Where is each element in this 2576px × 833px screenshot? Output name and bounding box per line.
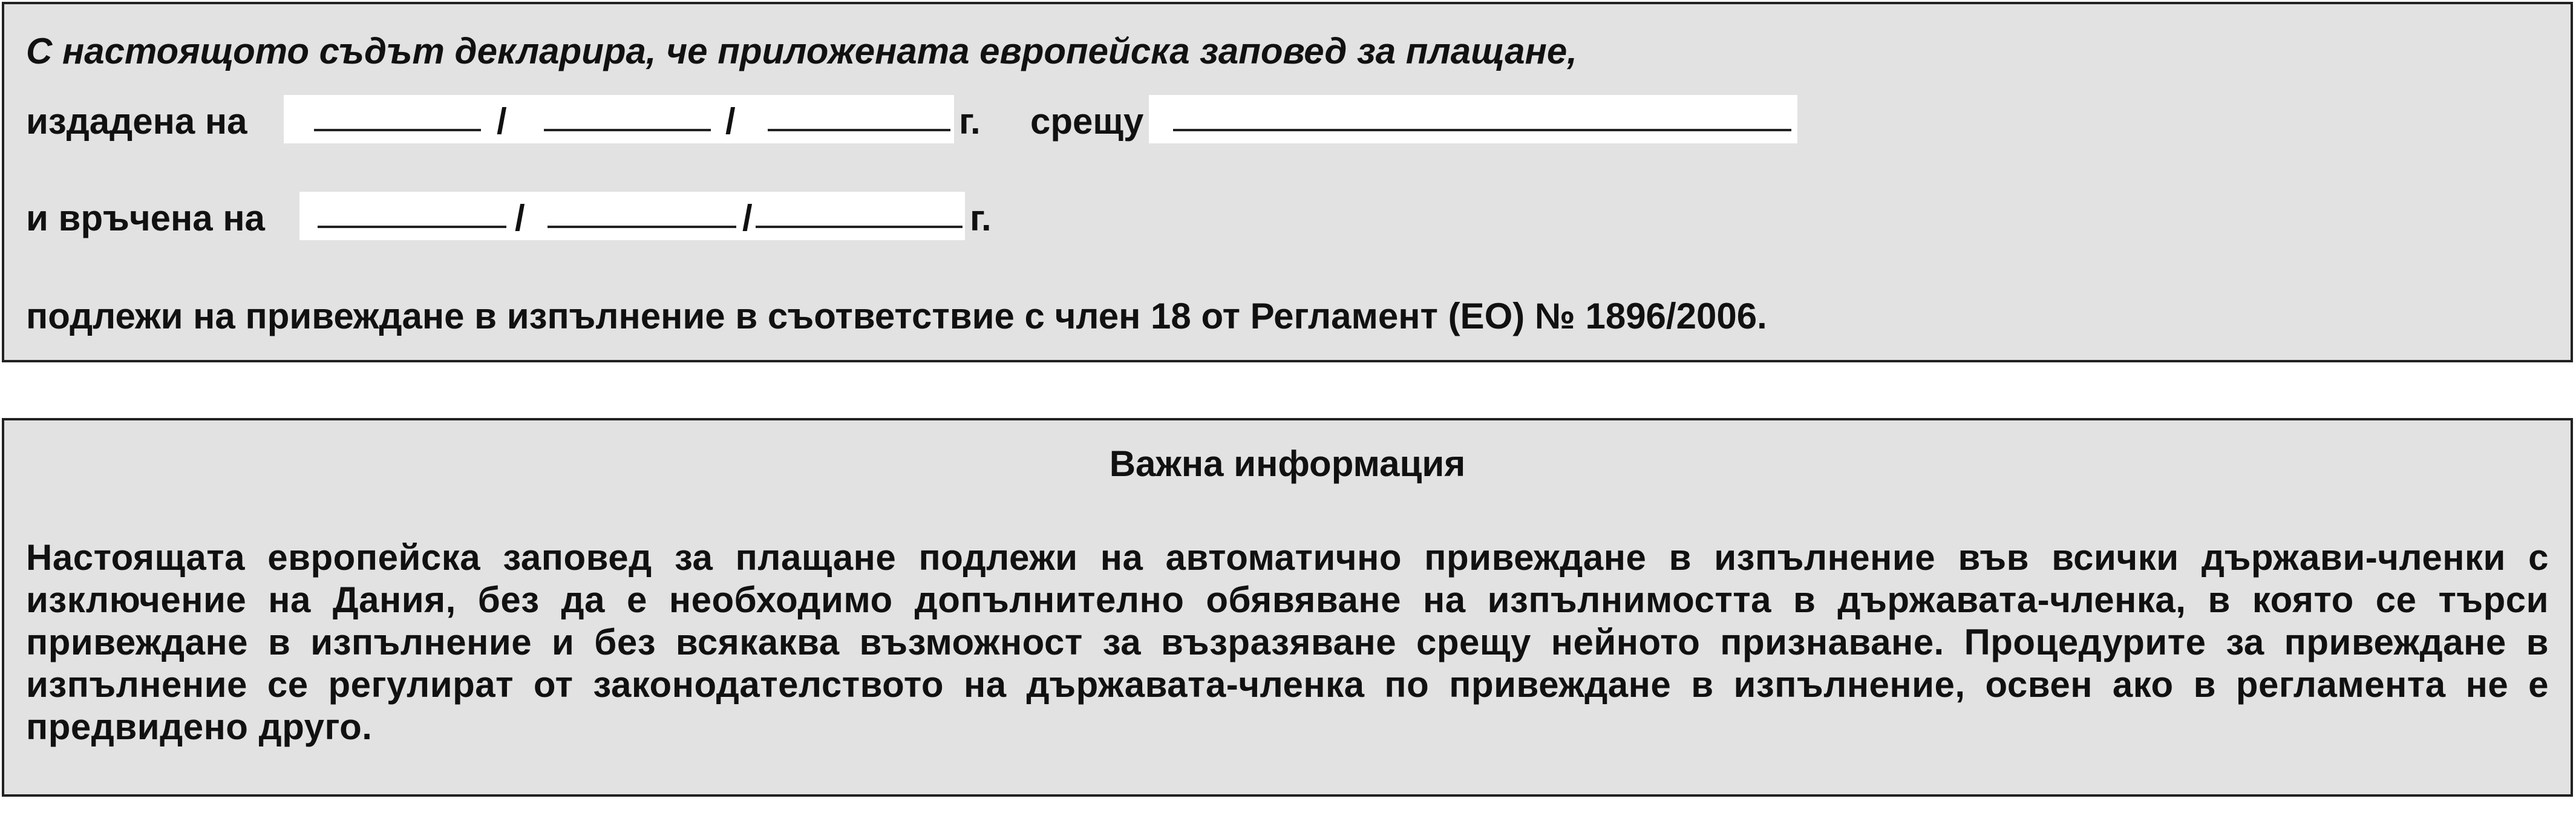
- against-label: срещу: [1030, 101, 1144, 142]
- served-label: и връчена на: [26, 198, 265, 238]
- year-suffix: г.: [959, 101, 981, 142]
- date-separator: /: [742, 198, 753, 238]
- date-separator: /: [725, 101, 736, 142]
- important-info-panel: [2, 418, 2573, 797]
- issue-date-field[interactable]: [284, 95, 954, 143]
- year-suffix: г.: [970, 198, 992, 238]
- enforceability-statement: подлежи на привеждане в изпълнение в съответствие с член 18 от Регламент (ЕО) № 1896/2006.: [26, 296, 1767, 336]
- against-party-field[interactable]: [1149, 95, 1797, 143]
- date-separator: /: [515, 198, 525, 238]
- issue-day-blank[interactable]: [314, 129, 481, 131]
- against-party-blank[interactable]: [1173, 129, 1791, 131]
- service-date-field[interactable]: [299, 192, 965, 240]
- service-month-blank[interactable]: [548, 226, 736, 228]
- service-year-blank[interactable]: [756, 226, 963, 228]
- date-separator: /: [497, 101, 507, 142]
- service-day-blank[interactable]: [318, 226, 506, 228]
- issued-label: издадена на: [26, 101, 247, 142]
- declaration-panel: [2, 2, 2573, 362]
- issue-year-blank[interactable]: [768, 129, 950, 131]
- notice-body: Настоящата европейска заповед за плащане подлежи на автоматично привеждане в изпълнение във всички държави-членки с изключение на Дания, без да е необходимо допълнително обявяване на изпълнимостта в държавата-членка, в която се търси привеждане в изпълнение и без всякаква възможност за възразяване срещу нейното признаване. Процедурите за привеждане в изпълнение се регулират от законодателството на държавата-членка по привеждане в изпълнение, освен ако в регламента не е предвидено друго.: [26, 537, 2549, 747]
- issue-month-blank[interactable]: [544, 129, 711, 131]
- notice-title: Важна информация: [1109, 443, 1466, 484]
- declaration-intro: С настоящото съдът декларира, че приложената европейска заповед за плащане,: [26, 31, 1577, 71]
